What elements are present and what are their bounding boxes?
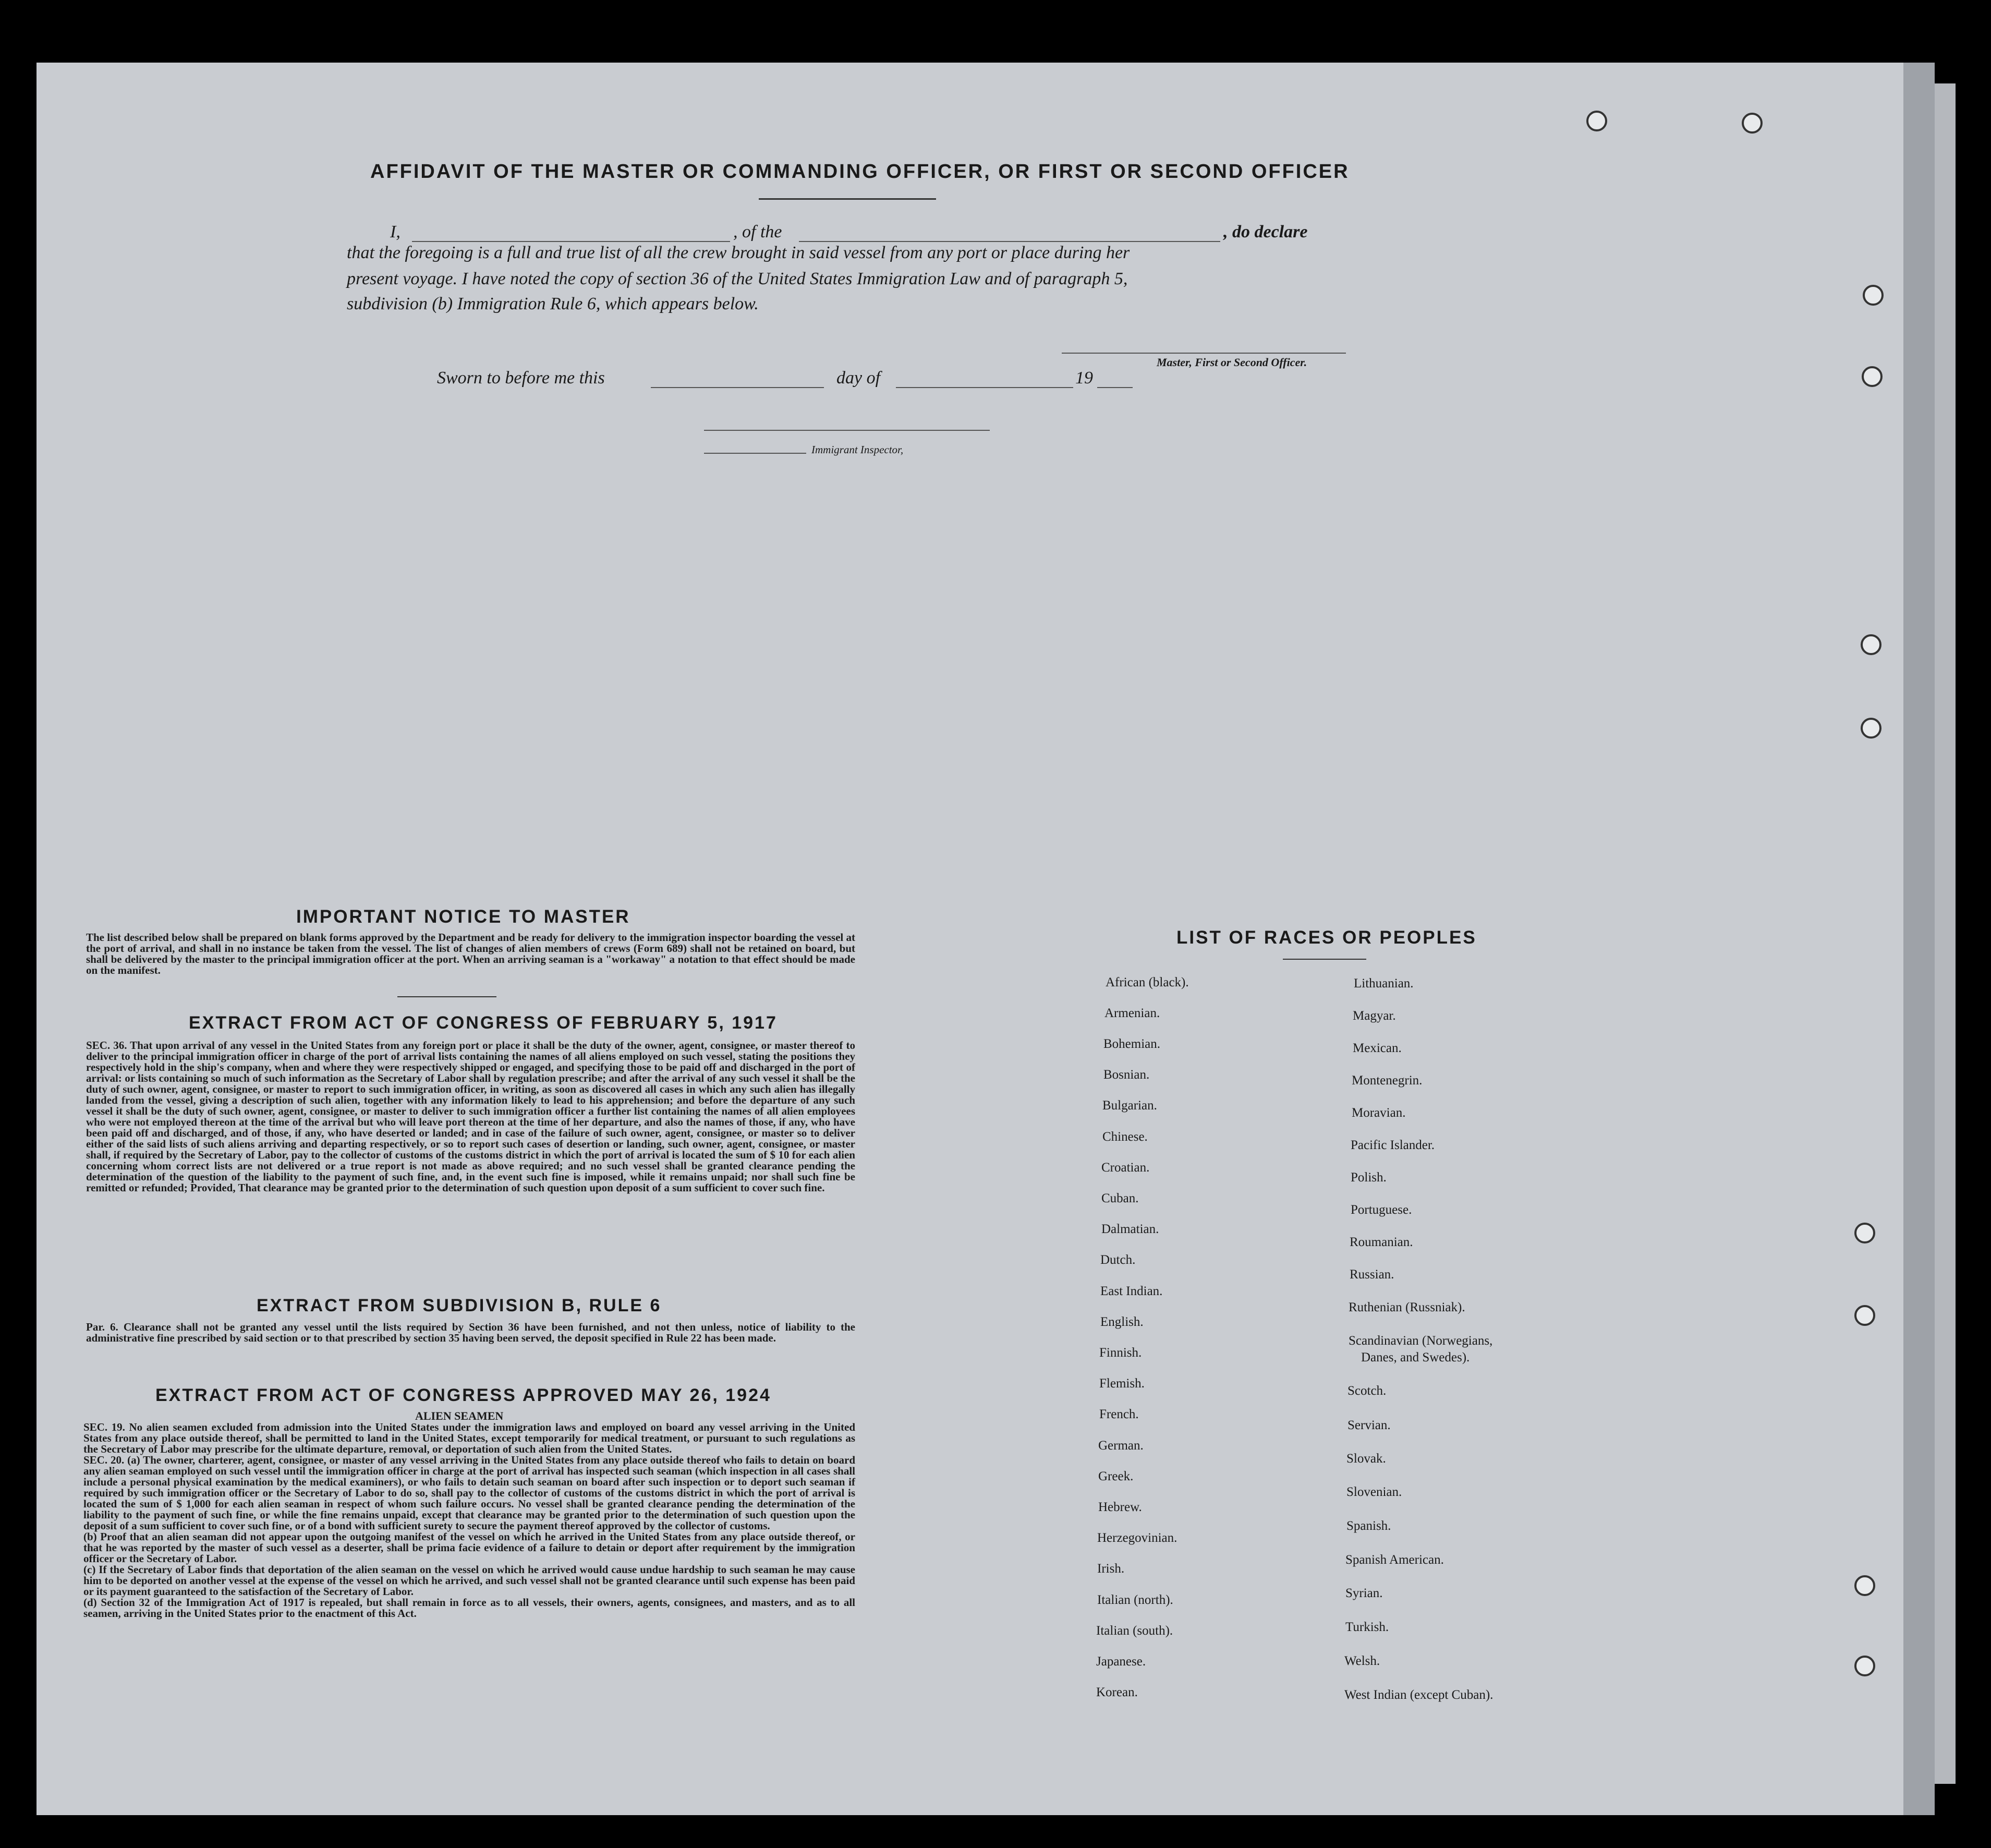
extract-1924-paragraph: (c) If the Secretary of Labor finds that deportation of the alien seaman on the vessel on which he arrived would cause undue hardship to such seaman he may cause him to be deported on another vessel at the expense of the vessel on which he arrived, and such vessel shall not be granted clearance until such expense has been paid or its payment guaranteed to the satisfaction of the Secretary of Labor.	[83, 1563, 855, 1598]
master-signature-line[interactable]	[1062, 353, 1346, 354]
races-divider	[1283, 959, 1366, 960]
notice-title: IMPORTANT NOTICE TO MASTER	[296, 907, 630, 927]
affidavit-line: subdivision (b) Immigration Rule 6, which appears below.	[347, 294, 759, 313]
inspector-signature-line[interactable]	[704, 430, 990, 431]
race-item: Scotch.	[1347, 1384, 1387, 1398]
binder-hole-icon	[1854, 1575, 1875, 1596]
section-divider	[397, 996, 496, 997]
race-item: Magyar.	[1353, 1009, 1396, 1023]
inspector-label: Immigrant Inspector,	[811, 443, 904, 456]
notice-text: The list described below shall be prepared on blank forms approved by the Department and be ready for delivery to the immigration inspector boarding the vessel at the port of arrival, and shall in no instance be taken from the vessel. The list of changes of alien members of crews (Form 689) shall not be retained on board, but shall be delivered by the master to the principal immigration officer at the port. When an arriving seaman is a "workaway" a notation to that effect should be made on the manifest.	[86, 931, 855, 976]
race-item: West Indian (except Cuban).	[1344, 1688, 1494, 1702]
do-declare-label: , do declare	[1223, 222, 1308, 241]
races-title: LIST OF RACES OR PEOPLES	[1176, 927, 1477, 948]
race-item: Greek.	[1098, 1469, 1134, 1483]
race-item: Turkish.	[1345, 1620, 1389, 1634]
race-item: Croatian.	[1101, 1161, 1150, 1175]
affidavit-title: AFFIDAVIT OF THE MASTER OR COMMANDING OFFICER, OR FIRST OR SECOND OFFICER	[370, 161, 1350, 183]
binder-hole-icon	[1862, 366, 1883, 387]
officer-name-line[interactable]	[412, 241, 730, 242]
sworn-label: Sworn to before me this	[437, 368, 605, 388]
year-label: 19	[1075, 368, 1093, 388]
race-item: Portuguese.	[1351, 1203, 1412, 1217]
extract-1917-text: SEC. 36. That upon arrival of any vessel in the United States from any foreign port or place it shall be the duty of the owner, agent, consignee, or master thereof to deliver to the principal immigration officer in charge of the port of arrival lists containing the names of all aliens employed on such vessel, stating the positions they respectively hold in the ship's company, when and where they were respectively shipped or engaged, and specifying those to be paid off and discharged in the port of arrival: or lists containing so much of such information as the Secretary of Labor shall by regulation prescribe; and after the arrival of any such vessel it shall be the duty of such owner, agent, consignee, or master to report to such immigration officer, in writing, as soon as discovered all cases in which any such alien has illegally landed from the vessel, giving a description of such alien, together with any information likely to lead to his apprehension; and before the departure of any such vessel it shall be the duty of such owner, agent, consignee, or master to deliver to such immigration officer a further list containing the names of all alien employees who were not employed thereon at the time of the arrival but who will leave port thereon at the time of her departure, and also the names of those, if any, who have been paid off and discharged, and of those, if any, who have deserted or landed; and in case of the failure of such owner, agent, consignee, or master so to deliver either of the said lists of such aliens arriving and departing respectively, or so to report such cases of desertion or landing, such owner, agent, consignee, or master shall, if required by the Secretary of Labor, pay to the collector of customs of the customs district in which the port of arrival is located the sum of $ 10 for each alien concerning whom correct lists are not delivered or a true report is not made as above required; and no such vessel shall be granted clearance pending the determination of the question of the liability to the payment of such fine, and, in the event such fine is imposed, while it remains unpaid; nor shall such fine be remitted or refunded; Provided, That clearance may be granted prior to the determination of such question upon deposit of a sum sufficient to cover such fine.	[86, 1039, 855, 1194]
race-item: Servian.	[1347, 1418, 1391, 1432]
extract-1924-paragraph: SEC. 19. No alien seamen excluded from admission into the United States under the immigration laws and employed on board any vessel arriving in the United States from any place outside thereof, shall be permitted to land in the United States, except temporarily for medical treatment, or pursuant to such regulations as the Secretary of Labor may prescribe for the ultimate departure, removal, or deportation of such alien from the United States.	[83, 1421, 855, 1455]
race-item: Italian (north).	[1097, 1593, 1173, 1607]
race-item: Lithuanian.	[1354, 976, 1414, 991]
race-item: Russian.	[1350, 1267, 1394, 1282]
extract-1924-paragraph: (d) Section 32 of the Immigration Act of 1917 is repealed, but shall remain in force as to all vessels, their owners, agents, consignees, and masters, and as to all seamen, arriving in the United States prior to the enactment of this Act.	[83, 1596, 855, 1620]
race-item: Polish.	[1351, 1170, 1387, 1185]
race-item: Spanish.	[1346, 1519, 1391, 1533]
race-item: Ruthenian (Russniak).	[1349, 1300, 1465, 1314]
race-item: African (black).	[1106, 975, 1189, 989]
extract-rule6-text: Par. 6. Clearance shall not be granted any vessel until the lists required by Section 36 have been furnished, and not then unless, notice of liability to the administrative fine prescribed by said section or to that prescribed by section 35 having been served, the deposit specified in Rule 22 has been made.	[86, 1321, 855, 1344]
race-item: Armenian.	[1104, 1006, 1160, 1020]
race-item: Herzegovinian.	[1097, 1531, 1177, 1545]
binder-hole-icon	[1586, 111, 1607, 131]
extract-1924-body	[83, 1422, 855, 1619]
race-item: Scandinavian (Norwegians,	[1349, 1334, 1493, 1348]
binder-hole-icon	[1861, 718, 1881, 739]
race-item: Welsh.	[1344, 1654, 1380, 1668]
binder-hole-icon	[1863, 285, 1884, 306]
race-item: Chinese.	[1102, 1130, 1148, 1144]
sworn-month-line[interactable]	[896, 387, 1073, 388]
binder-hole-icon	[1854, 1656, 1875, 1676]
page-edge	[1903, 63, 1935, 1815]
race-item: Japanese.	[1096, 1654, 1146, 1669]
inspector-line-lead	[704, 453, 806, 454]
race-item: German.	[1098, 1439, 1144, 1453]
day-of-label: day of	[836, 368, 881, 388]
race-item: Korean.	[1096, 1685, 1138, 1699]
race-item: East Indian.	[1100, 1284, 1163, 1298]
extract-1924-paragraph: SEC. 20. (a) The owner, charterer, agent, consignee, or master of any vessel arriving in the United States from any place outside thereof who fails to detain on board any alien seaman employed on such vessel until the immigration officer in charge at the port of arrival has inspected such seaman (which inspection in all cases shall include a personal physical examination by the medical examiners), or who fails to detain such seaman on board after such inspection or to deport such seaman if required by such immigration officer or the Secretary of Labor to do so, shall pay to the collector of customs of the customs district in which the port of arrival is located the sum of $ 1,000 for each alien seaman in respect of whom such failure occurs. No vessel shall be granted clearance pending the determination of the liability to the payment of such fine, or while the fine remains unpaid, except that clearance may be granted prior to the determination of such question upon the deposit of a sum sufficient to cover such fine, or of a bond with sufficient surety to secure the payment thereof approved by the collector of customs.	[83, 1454, 855, 1532]
binder-hole-icon	[1854, 1305, 1875, 1326]
extract-1924-title: EXTRACT FROM ACT OF CONGRESS APPROVED MAY 26, 1924	[155, 1385, 771, 1405]
affidavit-line: present voyage. I have noted the copy of section 36 of the United States Immigration Law and of paragraph 5,	[347, 269, 1128, 288]
master-signature-label: Master, First or Second Officer.	[1157, 356, 1307, 369]
vessel-name-line[interactable]	[799, 241, 1220, 242]
race-item: Pacific Islander.	[1351, 1138, 1435, 1152]
affidavit-i-label: I,	[390, 222, 400, 241]
binder-hole-icon	[1742, 113, 1763, 134]
affidavit-line: that the foregoing is a full and true list of all the crew brought in said vessel from any port or place during her	[347, 243, 1130, 262]
race-item: French.	[1099, 1407, 1139, 1421]
race-item: Flemish.	[1099, 1376, 1145, 1391]
of-the-label: , of the	[733, 222, 782, 241]
race-item: Irish.	[1097, 1562, 1125, 1576]
extract-1924-paragraph: (b) Proof that an alien seaman did not appear upon the outgoing manifest of the vessel on which he arrived in the United States from any place outside thereof, or that he was reported by the master of such vessel as a deserter, shall be prima facie evidence of a failure to detain or deport after requirement by the immigration officer or the Secretary of Labor.	[83, 1530, 855, 1565]
race-item: Italian (south).	[1096, 1624, 1173, 1638]
extract-1924-subtitle: ALIEN SEAMEN	[415, 1409, 504, 1422]
extract-rule6-title: EXTRACT FROM SUBDIVISION B, RULE 6	[257, 1296, 662, 1315]
race-item: Cuban.	[1101, 1191, 1139, 1205]
title-underline	[759, 198, 936, 200]
race-item: Spanish American.	[1345, 1553, 1444, 1567]
race-item: Bulgarian.	[1102, 1098, 1157, 1113]
race-item: Moravian.	[1352, 1106, 1406, 1120]
race-item: Finnish.	[1099, 1346, 1142, 1360]
extract-1917-title: EXTRACT FROM ACT OF CONGRESS OF FEBRUARY 5, 1917	[189, 1013, 778, 1033]
race-item: Danes, and Swedes).	[1361, 1350, 1470, 1364]
race-item: Bosnian.	[1103, 1068, 1150, 1082]
binder-hole-icon	[1861, 634, 1881, 655]
race-item: Dalmatian.	[1101, 1222, 1159, 1236]
race-item: Hebrew.	[1098, 1500, 1142, 1514]
race-item: Mexican.	[1353, 1041, 1402, 1055]
sworn-year-line[interactable]	[1097, 387, 1133, 388]
race-item: English.	[1100, 1315, 1144, 1329]
sworn-day-line[interactable]	[651, 387, 824, 388]
binder-hole-icon	[1854, 1223, 1875, 1243]
race-item: Slovak.	[1346, 1452, 1386, 1466]
page-strip	[1935, 83, 1956, 1784]
race-item: Dutch.	[1100, 1253, 1136, 1267]
race-item: Bohemian.	[1103, 1037, 1161, 1051]
race-item: Slovenian.	[1346, 1485, 1402, 1499]
race-item: Syrian.	[1345, 1586, 1383, 1600]
race-item: Montenegrin.	[1352, 1073, 1423, 1088]
race-item: Roumanian.	[1350, 1235, 1413, 1249]
